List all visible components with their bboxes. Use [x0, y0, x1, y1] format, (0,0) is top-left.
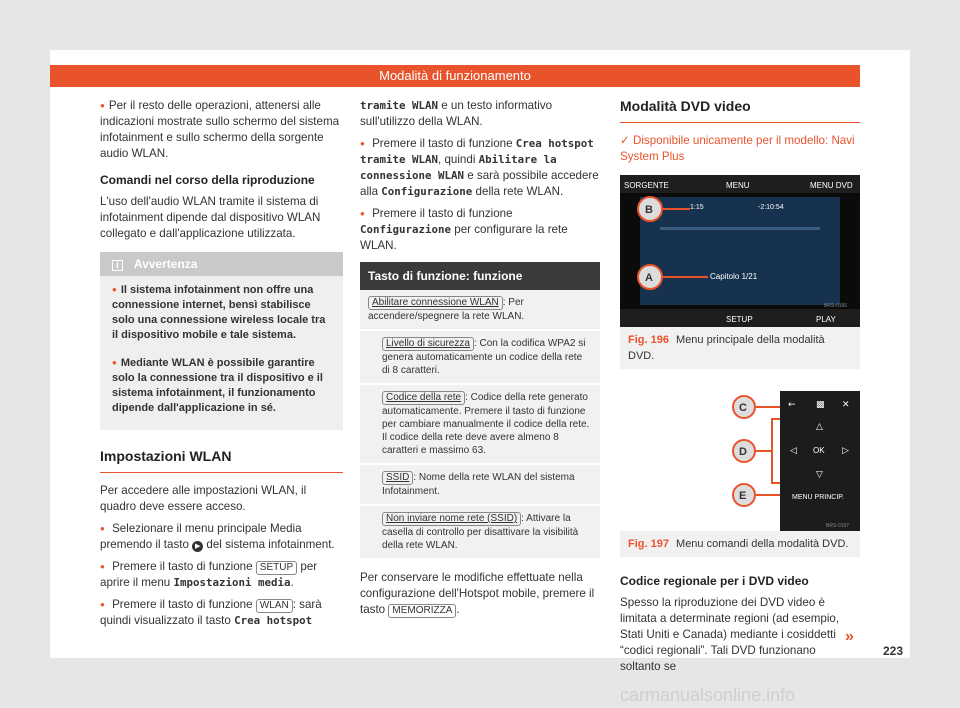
subheading-region-code: Codice regionale per i DVD video: [620, 574, 809, 588]
paragraph: ● Per il resto delle operazioni, attenersi alle indicazioni mostrate sullo schermo del sistema infotainment e sullo schermo della sorgente audio WLAN.: [100, 98, 343, 162]
menu-dvd-label: MENU DVD: [810, 181, 853, 190]
figure-196: [620, 175, 860, 369]
continue-arrow-icon: »: [845, 628, 854, 645]
setup-key: SETUP: [256, 561, 297, 575]
function-table: [360, 262, 600, 560]
figure-code: BRS-0167: [826, 523, 850, 529]
sorgente-label: SORGENTE: [624, 181, 669, 190]
callout-a: A: [645, 272, 653, 284]
text: , quindi: [438, 153, 476, 166]
back-arrow-icon: ←: [788, 400, 796, 410]
text: e sarà possibile accedere alla: [360, 169, 599, 198]
step-item: [360, 206, 600, 254]
down-arrow-icon: ▽: [816, 470, 823, 480]
callout-c: C: [739, 402, 747, 414]
screen-icon: ▩: [816, 400, 825, 410]
elapsed-time: 1:15: [690, 204, 704, 211]
callout-e: E: [739, 490, 747, 502]
up-arrow-icon: △: [816, 422, 823, 432]
wlan-key: WLAN: [256, 599, 293, 613]
button-name: tramite WLAN: [360, 99, 439, 112]
column-3: [620, 98, 860, 681]
notice-item: ● Il sistema infotainment non offre una connessione internet, bensì stabilisce solo una connessione wireless locale tra il dispositivo mobile e tale sistema.: [100, 276, 343, 343]
memorizza-key: MEMORIZZA: [388, 604, 456, 618]
table-header: Tasto di funzione: funzione: [360, 262, 600, 290]
menu-label: MENU: [726, 181, 750, 190]
caption-text: Menu principale della modalità DVD.: [628, 334, 825, 362]
caption-text: Menu comandi della modalità DVD.: [676, 538, 849, 550]
notice-title: Avvertenza: [133, 257, 198, 271]
table-row: [360, 465, 600, 506]
text: : Per accendere/spegnere la rete WLAN.: [368, 297, 525, 322]
text: e un testo informativo sull'utilizzo della WLAN.: [360, 99, 553, 128]
button-name: Crea hotspot: [234, 614, 313, 627]
figure-caption: [620, 327, 860, 369]
paragraph: [360, 98, 600, 130]
page-number: 223: [883, 644, 904, 658]
button-name: Configurazione: [381, 185, 473, 198]
text: della rete WLAN.: [475, 185, 564, 198]
text: Premere il tasto di funzione: [112, 598, 253, 611]
dvd-main-menu-screen: [620, 175, 860, 327]
dvd-controls-menu-screen: [620, 379, 860, 531]
button-name: Crea hotspot tramite WLAN: [360, 137, 594, 166]
text: Premere il tasto di funzione: [112, 560, 253, 573]
column-1: [100, 98, 343, 635]
function-key: Abilitare connessione WLAN: [368, 296, 503, 310]
function-key: SSID: [382, 471, 413, 485]
main-menu-label: MENU PRINCIP.: [792, 494, 844, 501]
watermark: carmanualsonline.info: [620, 685, 796, 705]
step-item: ● Premere il tasto di funzione SETUP per aprire il menu Impostazioni media.: [100, 559, 343, 591]
check-icon: ✓: [620, 134, 630, 147]
column-2: [360, 98, 600, 624]
callout-b: B: [645, 204, 653, 216]
step-item: [100, 521, 343, 553]
step-item: [100, 597, 343, 629]
text: : Attivare la casella di controllo per disattivare la visibilità della rete WLAN.: [382, 513, 579, 551]
button-name: Configurazione: [360, 223, 452, 236]
play-label: PLAY: [816, 315, 836, 324]
function-key: Non inviare nome rete (SSID): [382, 512, 521, 526]
paragraph: [360, 570, 600, 618]
availability-note: [620, 133, 860, 165]
table-row: [360, 331, 600, 385]
callout-d: D: [739, 446, 747, 458]
info-icon: i: [112, 260, 123, 271]
remaining-time: -2:10:54: [758, 204, 784, 211]
step-item: [360, 136, 600, 200]
text: : Con la codifica WPA2 si genera automaticamente un codice della rete di 8 caratteri.: [382, 338, 586, 376]
text: Disponibile unicamente per il modello: Navi System Plus: [620, 134, 855, 163]
figure-caption: [620, 531, 860, 557]
text: : sarà quindi visualizzato il tasto: [100, 598, 322, 627]
function-key: Codice della rete: [382, 391, 465, 405]
notice-box: [100, 252, 343, 430]
right-arrow-icon: ▷: [842, 446, 849, 456]
paragraph: Spesso la riproduzione dei DVD video è limitata a determinate regioni (ad esempio, Stati Uniti e Canada) mediante i cosiddetti “codici regionali”. Tali DVD funzionano soltanto se: [620, 596, 840, 673]
figure-number: Fig. 197: [628, 538, 669, 550]
figure-197: [620, 379, 860, 557]
chapter-label: Capitolo 1/21: [710, 272, 758, 281]
table-row: [360, 385, 600, 465]
table-row: [360, 290, 600, 331]
figure-number: Fig. 196: [628, 334, 669, 346]
paragraph: L'uso dell'audio WLAN tramite il sistema di infotainment dipende dal dispositivo WLAN collegato e dall'applicazione utilizzata.: [100, 195, 321, 240]
text: Per conservare le modifiche effettuate nella configurazione dell'Hotspot mobile, premere il tasto: [360, 571, 595, 616]
notice-item: ● Mediante WLAN è possibile garantire solo la connessione tra il dispositivo e il sistema infotainment, il funzionamento dipende dall'applicazione in sé.: [100, 349, 343, 416]
text: .: [456, 603, 460, 616]
setup-label: SETUP: [726, 315, 753, 324]
text: : Nome della rete WLAN del sistema Infotainment.: [382, 472, 575, 497]
subheading-playback-controls: Comandi nel corso della riproduzione: [100, 173, 315, 187]
section-title-dvd: Modalità DVD video: [620, 98, 860, 123]
page-header: Modalità di funzionamento: [50, 65, 860, 87]
text: del sistema infotainment.: [206, 538, 335, 551]
close-icon: ✕: [842, 400, 850, 410]
text: : Codice della rete generato automaticamente. Premere il tasto di funzione per cambiare manualmente il codice della rete. Il codice della rete deve avere almeno 8 caratteri e massimo 63.: [382, 392, 590, 456]
section-title-wlan-settings: Impostazioni WLAN: [100, 448, 343, 473]
button-name: Abilitare la connessione WLAN: [360, 153, 557, 182]
table-row: [360, 506, 600, 560]
text: Selezionare il menu principale Media premendo il tasto: [100, 522, 302, 551]
ok-label: OK: [813, 446, 825, 455]
menu-name: Impostazioni media: [173, 576, 291, 589]
notice-header: [100, 252, 343, 276]
text: per aprire il menu: [100, 560, 318, 589]
left-arrow-icon: ◁: [790, 446, 797, 456]
text: Premere il tasto di funzione: [372, 137, 513, 150]
text: Premere il tasto di funzione: [372, 207, 513, 220]
play-circle-icon: ▶: [192, 541, 203, 552]
paragraph: Per accedere alle impostazioni WLAN, il quadro deve essere acceso.: [100, 484, 307, 513]
function-key: Livello di sicurezza: [382, 337, 474, 351]
figure-code: BRS-0166: [824, 303, 848, 309]
text: per configurare la rete WLAN.: [360, 223, 568, 252]
